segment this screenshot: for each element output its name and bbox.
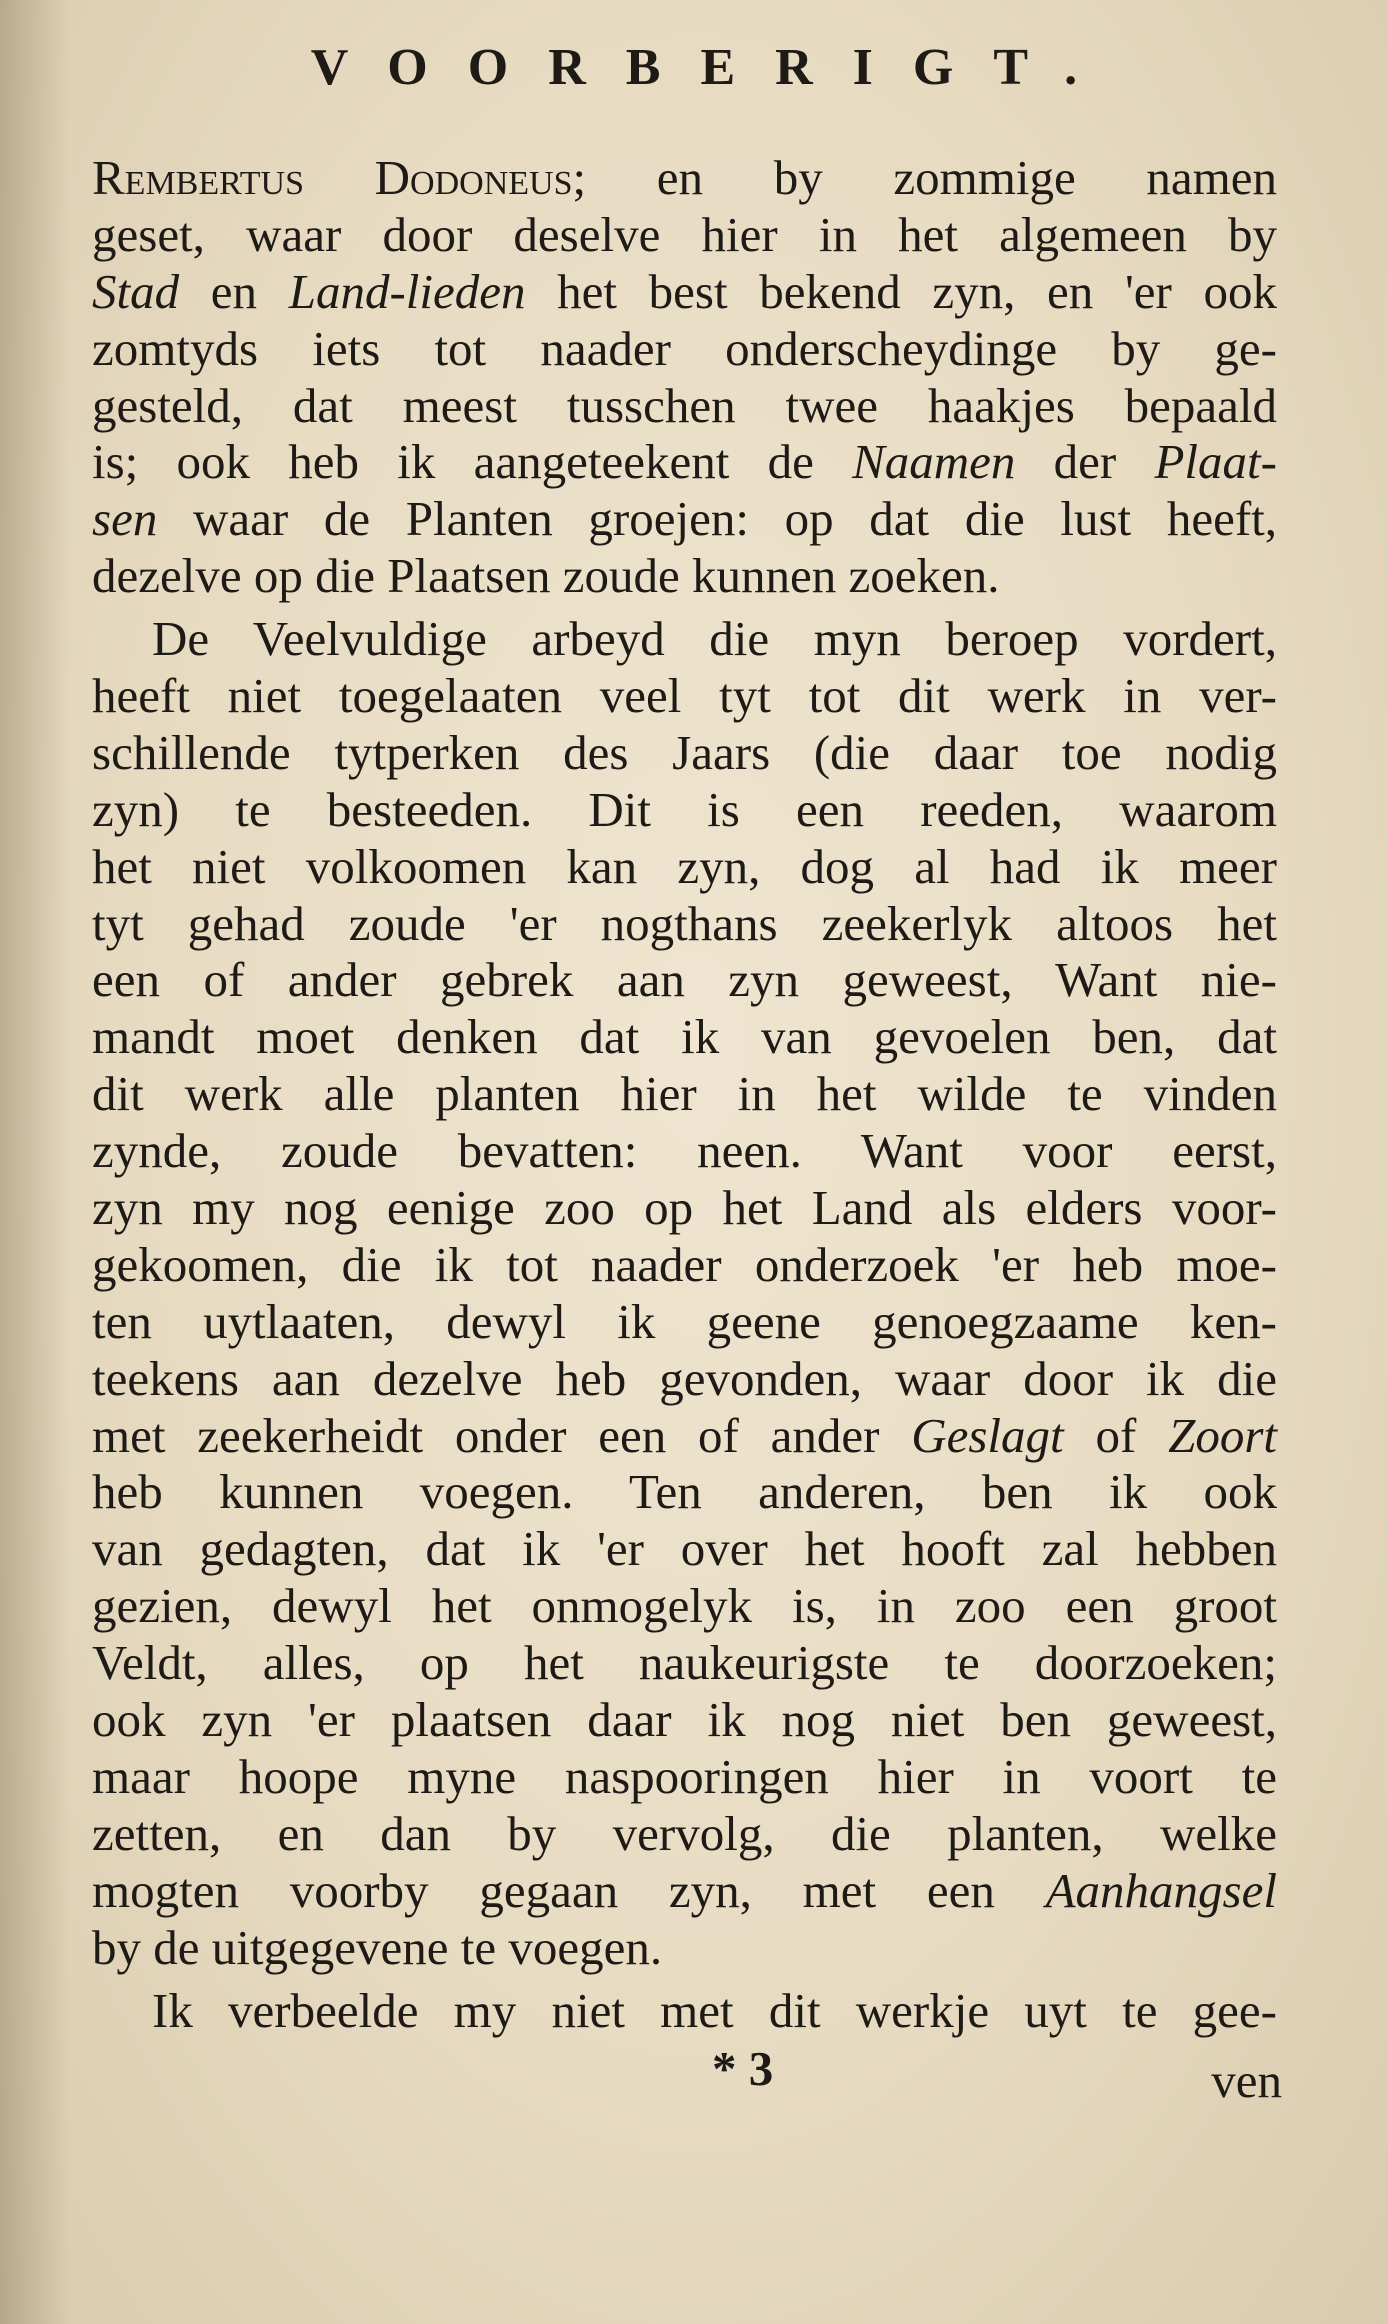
text-run: tyt gehad zoude 'er nogthans zeekerlyk altoos het [92,895,1277,951]
text-line [92,611,1277,668]
text-line [92,1863,1277,1920]
text-run: by de uitgegevene te voegen. [92,1919,663,1975]
text-run: gezien, dewyl het onmogelyk is, in zoo een groot [92,1578,1277,1634]
text-line [92,1180,1277,1237]
text-run: zyn my nog eenige zoo op het Land als elders voor- [92,1180,1277,1236]
text-run: zyn) te besteeden. Dit is een reeden, waarom [92,781,1277,837]
text-line [92,782,1277,839]
text-run: het niet volkoomen kan zyn, dog al had ik meer [92,838,1277,894]
text-line [92,1066,1277,1123]
text-run: Ik verbeelde my niet met dit werkje uyt te gee- [152,1982,1277,2038]
text-line [92,1464,1277,1521]
catchword: ven [1211,2053,1282,2108]
text-run: waar de Planten groejen: op dat die lust heeft, [157,491,1277,547]
text-run: ten uytlaaten, dewyl ik geene genoegzaame ken- [92,1293,1277,1349]
text-line [92,839,1277,896]
text-run: heeft niet toegelaaten veel tyt tot dit werk in ver- [92,668,1277,724]
text-run: zetten, en dan by vervolg, die planten, welke [92,1805,1277,1861]
text-run: Veldt, alles, op het naukeurigste te doorzoeken; [92,1635,1277,1691]
text-line [92,1749,1277,1806]
italic-word: Geslagt [911,1407,1064,1463]
text-line [92,378,1277,435]
text-run: mogten voorby gegaan zyn, met een [92,1862,1046,1918]
text-line [92,434,1277,491]
text-line [92,207,1277,264]
binding-shadow [0,0,70,2324]
text-run: der [1015,434,1155,490]
text-line [92,264,1277,321]
text-line [92,1920,1277,1977]
text-line [92,321,1277,378]
text-run: en [179,263,289,319]
text-run: teekens aan dezelve heb gevonden, waar door ik die [92,1350,1277,1406]
italic-word: Aanhangsel [1045,1862,1277,1918]
text-run: een of ander gebrek aan zyn geweest, Want nie- [92,952,1277,1008]
text-run: is; ook heb ik aangeteekent de [92,434,853,490]
text-run: De Veelvuldige arbeyd die myn beroep vordert, [152,611,1277,667]
text-line [92,952,1277,1009]
text-line [92,1123,1277,1180]
text-line [92,1237,1277,1294]
signature-mark: * 3 [712,2041,774,2096]
running-head: VOORBERIGT. [310,39,1118,96]
italic-word: Plaat- [1154,434,1277,490]
text-line [92,1521,1277,1578]
text-line [92,1806,1277,1863]
italic-word: Naamen [852,434,1016,490]
text-line [92,491,1277,548]
text-line [92,1009,1277,1066]
text-line [92,548,1277,605]
small-caps-name: Rembertus Dodoneus [92,150,573,205]
text-run: of [1063,1407,1169,1463]
italic-word: Zoort [1168,1407,1277,1463]
text-run: maar hoope myne naspooringen hier in voort te [92,1748,1277,1804]
text-run: dit werk alle planten hier in het wilde te vinden [92,1066,1277,1122]
page-footer [92,2040,1282,2110]
text-run: zynde, zoude bevatten: neen. Want voor eerst, [92,1123,1277,1179]
text-line [92,668,1277,725]
text-line [92,1692,1277,1749]
text-line [92,896,1277,953]
text-run: zomtyds iets tot naader onderscheydinge by ge- [92,320,1277,376]
body-text [92,150,1277,2039]
text-run: ook zyn 'er plaatsen daar ik nog niet ben geweest, [92,1692,1277,1748]
text-line [92,150,1277,207]
text-line [92,1294,1277,1351]
text-run: heb kunnen voegen. Ten anderen, ben ik ook [92,1464,1277,1520]
text-run: van gedagten, dat ik 'er over het hooft zal hebben [92,1521,1277,1577]
text-line [92,1351,1277,1408]
text-run: dezelve op die Plaatsen zoude kunnen zoeken. [92,548,1000,604]
italic-word: Stad [92,263,180,319]
italic-word: Land-lieden [288,263,526,319]
text-line [92,1408,1277,1465]
text-run: ; en by zommige namen [572,150,1277,205]
text-line [92,1635,1277,1692]
text-run: gesteld, dat meest tusschen twee haakjes bepaald [92,377,1277,433]
italic-word: sen [92,491,158,547]
text-run: schillende tytperken des Jaars (die daar toe nodig [92,724,1277,780]
text-run: mandt moet denken dat ik van gevoelen ben, dat [92,1009,1277,1065]
text-line [92,1983,1277,2040]
text-run: geset, waar door deselve hier in het algemeen by [92,206,1277,262]
text-run: gekoomen, die ik tot naader onderzoek 'er heb moe- [92,1236,1277,1292]
text-run: het best bekend zyn, en 'er ook [525,263,1277,319]
text-line [92,725,1277,782]
text-line [92,1578,1277,1635]
text-run: met zeekerheidt onder een of ander [92,1407,912,1463]
